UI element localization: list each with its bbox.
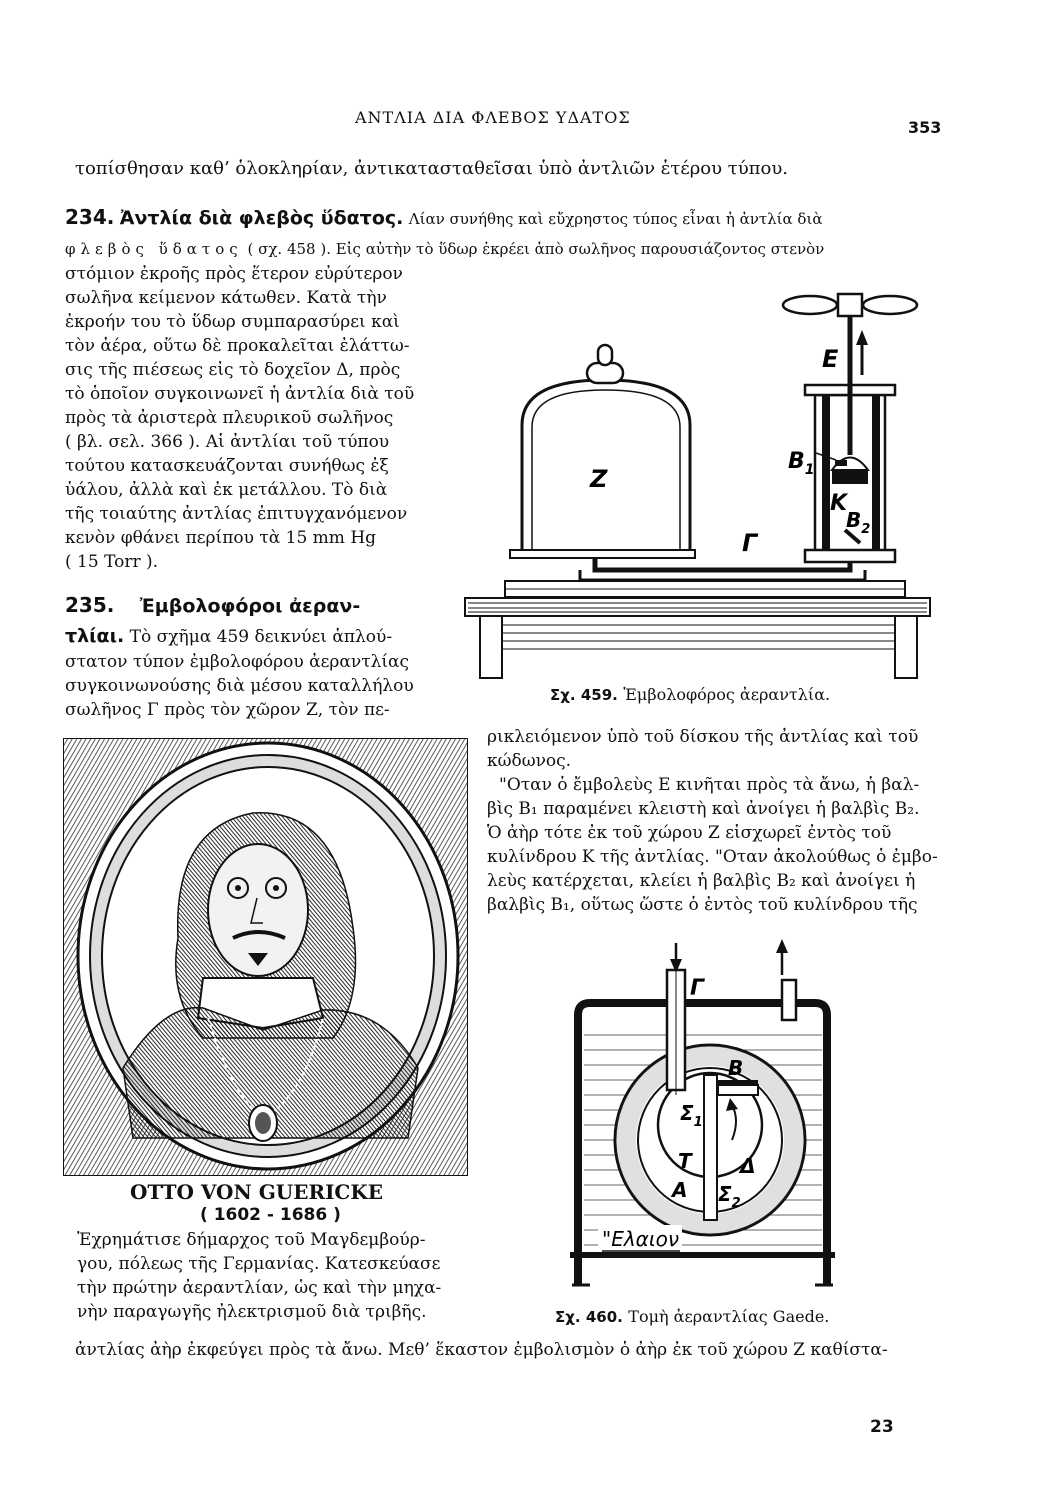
section-235-title-2: τλίαι. <box>65 625 125 647</box>
body-line: τῆς τοιαύτης ἀντλίας ἐπιτυγχανόμενον <box>65 504 408 524</box>
label-B: B <box>728 1056 744 1080</box>
bottom-line: ἀντλίας ἀὴρ ἐκφεύγει πρὸς τὰ ἄνω. Μεθ’ ἕκαστον ἐμβολισμὸν ὁ ἀὴρ ἐκ τοῦ χώρου Ζ καθίστα- <box>75 1340 888 1360</box>
section-234-spaced-term: φλεβὸς ὕδατος <box>65 240 243 258</box>
label-A: A <box>672 1178 688 1202</box>
label-S2-sub: 2 <box>731 1196 741 1211</box>
section-234-title: Ἀντλία διὰ φλεβὸς ὕδατος. <box>119 207 404 229</box>
body-line: ἐκροήν του τὸ ὕδωρ συμπαρασύρει καὶ <box>65 312 400 332</box>
body-line: συγκοινωνούσης διὰ μέσου καταλλήλου <box>65 676 414 696</box>
body-line: σωλῆνα κείμενον κάτωθεν. Κατὰ τὴν <box>65 288 387 308</box>
section-235-number: 235. <box>65 593 115 617</box>
section-234-line2-rest: ( σχ. 458 ). Εἰς αὐτὴν τὸ ὕδωρ ἐκρέει ἀπὸ σωλῆνος παρουσιάζοντος στενὸν <box>247 240 825 258</box>
portrait-name: OTTO VON GUERICKE <box>130 1180 383 1204</box>
body-line: στόμιον ἐκροῆς πρὸς ἕτερον εὐρύτερον <box>65 264 403 284</box>
label-S2-letter: Σ <box>718 1182 732 1206</box>
label-B1-sub: 1 <box>804 462 815 478</box>
label-G: Γ <box>690 976 705 1001</box>
figure-459-caption <box>550 683 830 707</box>
section-235-title-1: Ἐμβολοφόροι ἀεραν- <box>139 595 361 617</box>
section-235-body <box>65 650 465 722</box>
caption-line: νὴν παραγωγῆς ἠλεκτρισμοῦ διὰ τριβῆς. <box>77 1302 427 1322</box>
figure-460-caption <box>555 1305 829 1329</box>
body-line: στατον τύπον ἐμβολοφόρου ἀεραντλίας <box>65 652 410 672</box>
label-S1-sub: 1 <box>693 1115 703 1130</box>
section-234-line1-rest: Λίαν συνήθης καὶ εὔχρηστος τύπος εἶναι ἡ ἀντλία διὰ <box>408 210 823 228</box>
label-B1 <box>788 449 815 478</box>
caption-line: Ἐχρημάτισε δήμαρχος τοῦ Μαγδεμβούρ- <box>77 1230 426 1250</box>
figure-460-caption-label: Σχ. 460. <box>555 1308 623 1326</box>
running-title: ΑΝΤΛΙΑ ΔΙΑ ΦΛΕΒΟΣ ΥΔΑΤΟΣ <box>355 108 631 127</box>
label-K: K <box>830 491 848 516</box>
body-line: λεὺς κατέρχεται, κλείει ἡ βαλβὶς Β₂ καὶ ἀνοίγει ἡ <box>487 871 916 891</box>
body-line: τὸ ὁποῖον συγκοινωνεῖ ἡ ἀντλία διὰ τοῦ <box>65 384 415 404</box>
caption-line: γου, πόλεως τῆς Γερμανίας. Κατεσκεύασε <box>77 1254 441 1274</box>
label-E: E <box>822 345 839 373</box>
label-oil: "Ελαιον <box>602 1227 680 1251</box>
section-234-number: 234. <box>65 205 115 229</box>
portrait-engraving <box>63 738 468 1176</box>
label-B2-letter: B <box>846 508 862 532</box>
section-235-heading <box>65 593 360 619</box>
figure-459-caption-text: Ἐμβολοφόρος ἀεραντλία. <box>623 685 831 704</box>
intro-line: τοπίσθησαν καθ’ ὁλοκληρίαν, ἀντικατασταθεῖσαι ὑπὸ ἀντλιῶν ἑτέρου τύπου. <box>75 158 789 179</box>
right-column-body <box>487 725 937 917</box>
portrait-caption <box>77 1228 477 1324</box>
body-line: ( βλ. σελ. 366 ). Αἱ ἀντλίαι τοῦ τύπου <box>65 432 390 452</box>
signature-mark: 23 <box>870 1417 894 1437</box>
body-line: ὑάλου, ἀλλὰ καὶ ἐκ μετάλλου. Τὸ διὰ <box>65 480 388 500</box>
body-line: "Οταν ὁ ἔμβολεὺς Ε κινῆται πρὸς τὰ ἄνω, ἡ βαλ- <box>499 775 920 795</box>
label-S1-letter: Σ <box>680 1101 694 1125</box>
body-line: ρικλειόμενον ὑπὸ τοῦ δίσκου τῆς ἀντλίας καὶ τοῦ <box>487 727 919 747</box>
body-line: τὸν ἀέρα, οὕτω δὲ προκαλεῖται ἐλάττω- <box>65 336 410 356</box>
body-line: κυλίνδρου Κ τῆς ἀντλίας. "Οταν ἀκολούθως ὁ ἐμβο- <box>487 847 938 867</box>
label-B1-letter: B <box>788 449 805 474</box>
caption-line: τὴν πρώτην ἀεραντλίαν, ὡς καὶ τὴν μηχα- <box>77 1278 442 1298</box>
label-T: T <box>678 1149 692 1173</box>
figure-460-caption-text: Τομὴ ἀεραντλίας Gaede. <box>628 1307 830 1326</box>
body-line: τούτου κατασκευάζονται συνήθως ἐξ <box>65 456 389 476</box>
label-D: Δ <box>740 1154 756 1178</box>
figure-459-caption-label: Σχ. 459. <box>550 686 618 704</box>
body-line: βὶς Β₁ παραμένει κλειστὴ καὶ ἀνοίγει ἡ βαλβὶς Β₂. <box>487 799 920 819</box>
label-Z: Z <box>590 465 608 493</box>
body-line: κώδωνος. <box>487 751 572 771</box>
body-line: πρὸς τὰ ἀριστερὰ πλευρικοῦ σωλῆνος <box>65 408 394 428</box>
section-235-line-1 <box>65 624 392 649</box>
body-line: ( 15 Torr ). <box>65 552 159 572</box>
figure-460-gaede-pump <box>560 935 850 1305</box>
section-235-line1-rest: Τὸ σχῆμα 459 δεικνύει ἁπλού- <box>129 627 393 647</box>
body-line: σις τῆς πιέσεως εἰς τὸ δοχεῖον Δ, πρὸς <box>65 360 401 380</box>
body-line: βαλβὶς Β₁, οὕτως ὥστε ὁ ἐντὸς τοῦ κυλίνδρου τῆς <box>487 895 918 915</box>
label-G: Γ <box>742 529 758 557</box>
body-line: κενὸν φθάνει περίπου τὰ 15 mm Hg <box>65 528 377 548</box>
body-line: Ὁ ἀὴρ τότε ἐκ τοῦ χώρου Ζ εἰσχωρεῖ ἐντὸς τοῦ <box>487 823 892 843</box>
body-line: σωλῆνος Γ πρὸς τὸν χῶρον Ζ, τὸν πε- <box>65 700 390 720</box>
section-234-line-2 <box>65 237 824 261</box>
label-B2-sub: 2 <box>861 522 871 537</box>
page-number: 353 <box>908 118 942 137</box>
figure-459-air-pump <box>460 285 940 685</box>
portrait-dates: ( 1602 - 1686 ) <box>200 1205 341 1225</box>
section-234-line-1 <box>65 205 822 231</box>
section-234-body <box>65 262 465 574</box>
